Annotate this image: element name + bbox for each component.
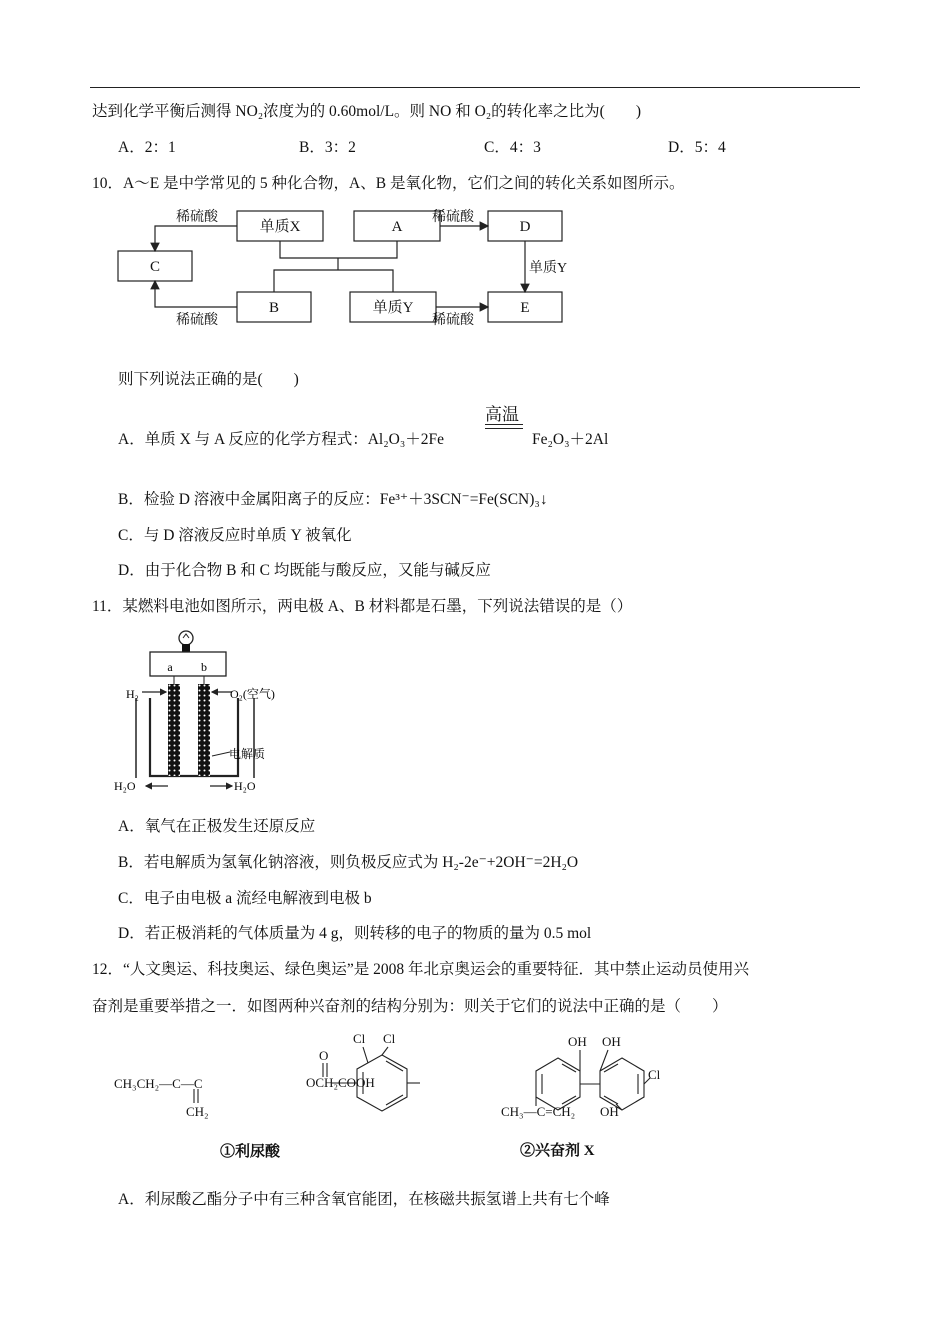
label-acid-b: 稀硫酸	[176, 313, 218, 328]
structure-1	[110, 1025, 420, 1165]
electrode-a-label: a	[167, 660, 173, 674]
q10-stem: 10．A～E 是中学常见的 5 种化合物，A、B 是氧化物，它们之间的转化关系如图所示。	[92, 175, 685, 192]
oh3-label: OH	[600, 1104, 619, 1119]
electrode-b	[198, 684, 210, 776]
h2-label: H₂	[126, 687, 139, 701]
label-single-y: 单质Y	[529, 261, 568, 276]
q10-option-a-condition: 高温	[485, 405, 519, 424]
benzene-ring-left	[536, 1058, 580, 1110]
carbonyl-o-label: O	[319, 1048, 329, 1063]
q11-option-b: B．若电解质为氢氧化钠溶液，则负极反应式为 H₂-2e⁻+2OH⁻=2H₂O	[118, 854, 579, 871]
q12-option-a: A．利尿酸乙酯分子中有三种含氧官能团，在核磁共振氢谱上共有七个峰	[118, 1191, 610, 1208]
q10-option-d: D．由于化合物 B 和 C 均既能与酸反应，又能与碱反应	[118, 562, 491, 579]
electrode-a	[168, 684, 180, 776]
struct2-cl-label: Cl	[648, 1067, 661, 1082]
electrolyte-label: 电解质	[229, 747, 266, 761]
struct1-left-chain: CH₃CH₂—C—C	[114, 1076, 203, 1091]
arrow-b-to-c	[155, 281, 237, 307]
load-box	[150, 652, 226, 676]
box-c-label: C	[149, 259, 161, 275]
q10-option-a-prefix: A．单质 X 与 A 反应的化学方程式：Al₂O₃＋2Fe	[118, 431, 444, 448]
struct2-caption: ②兴奋剂 X	[520, 1143, 595, 1159]
q10-prompt: 则下列说法正确的是( )	[118, 371, 299, 388]
q10-diagram	[110, 200, 580, 335]
connector-bottom	[274, 270, 393, 292]
label-acid-a: 稀硫酸	[432, 210, 474, 225]
box-y-label: 单质Y	[372, 300, 414, 316]
fuel-cell-figure	[112, 628, 302, 800]
box-x-label: 单质X	[259, 219, 301, 235]
structure-2	[498, 1028, 688, 1163]
benzene-ring-right	[600, 1058, 644, 1110]
q9-option-d: D．5：4	[668, 139, 726, 156]
q10-option-c: C．与 D 溶液反应时单质 Y 被氧化	[118, 527, 352, 544]
arrow-x-to-c	[155, 226, 237, 251]
label-acid-y: 稀硫酸	[432, 313, 474, 328]
q11-option-d: D．若正极消耗的气体质量为 4 g，则转移的电子的物质的量为 0.5 mol	[118, 925, 592, 942]
struct1-right-chain: OCH₂COOH	[306, 1075, 375, 1090]
q11-stem: 11．某燃料电池如图所示，两电极 A、B 材料都是石墨，下列说法错误的是（）	[92, 598, 633, 615]
h2o-left-label: H₂O	[114, 779, 136, 793]
label-acid-x: 稀硫酸	[176, 210, 218, 225]
struct1-ch2: CH₂	[186, 1104, 209, 1119]
equals-bar	[485, 424, 523, 429]
q12-line2: 奋剂是重要举措之一．如图两种兴奋剂的结构分别为：则关于它们的说法中正确的是（ ）	[92, 998, 728, 1015]
cl1-label: Cl	[353, 1031, 366, 1046]
q12-line1: 12．“人文奥运、科技奥运、绿色奥运”是 2008 年北京奥运会的重要特征．其中禁止运动员使用兴	[92, 961, 750, 978]
q11-option-c: C．电子由电极 a 流经电解液到电极 b	[118, 890, 372, 907]
bulb-icon	[179, 631, 193, 652]
o2-label: O₂(空气)	[230, 687, 275, 701]
box-a-label: A	[391, 219, 403, 235]
container	[150, 698, 238, 776]
box-b-label: B	[268, 300, 280, 316]
struct2-alkenyl: CH₃—C=CH₂	[501, 1104, 576, 1119]
q9-option-b: B．3：2	[299, 139, 356, 156]
q11-option-a: A．氧气在正极发生还原反应	[118, 818, 316, 835]
connector-top	[280, 241, 397, 258]
cl2-label: Cl	[383, 1031, 396, 1046]
q9-option-c: C．4：3	[484, 139, 541, 156]
q10-option-b: B．检验 D 溶液中金属阳离子的反应：Fe³⁺＋3SCN⁻=Fe(SCN)₃↓	[118, 491, 548, 508]
q10-option-a-suffix: Fe₂O₃＋2Al	[532, 431, 609, 448]
q9-line: 达到化学平衡后测得 NO₂浓度为的 0.60mol/L。则 NO 和 O₂的转化率之比为( )	[92, 103, 641, 120]
oh1-label: OH	[568, 1034, 587, 1049]
box-d-label: D	[519, 219, 531, 235]
box-e-label: E	[520, 300, 530, 316]
h2o-right-label: H₂O	[234, 779, 256, 793]
oh2-label: OH	[602, 1034, 621, 1049]
electrode-b-label: b	[201, 660, 207, 674]
q9-option-a: A．2：1	[118, 139, 176, 156]
header-rule	[90, 87, 860, 88]
struct1-caption: ①利尿酸	[220, 1144, 281, 1160]
